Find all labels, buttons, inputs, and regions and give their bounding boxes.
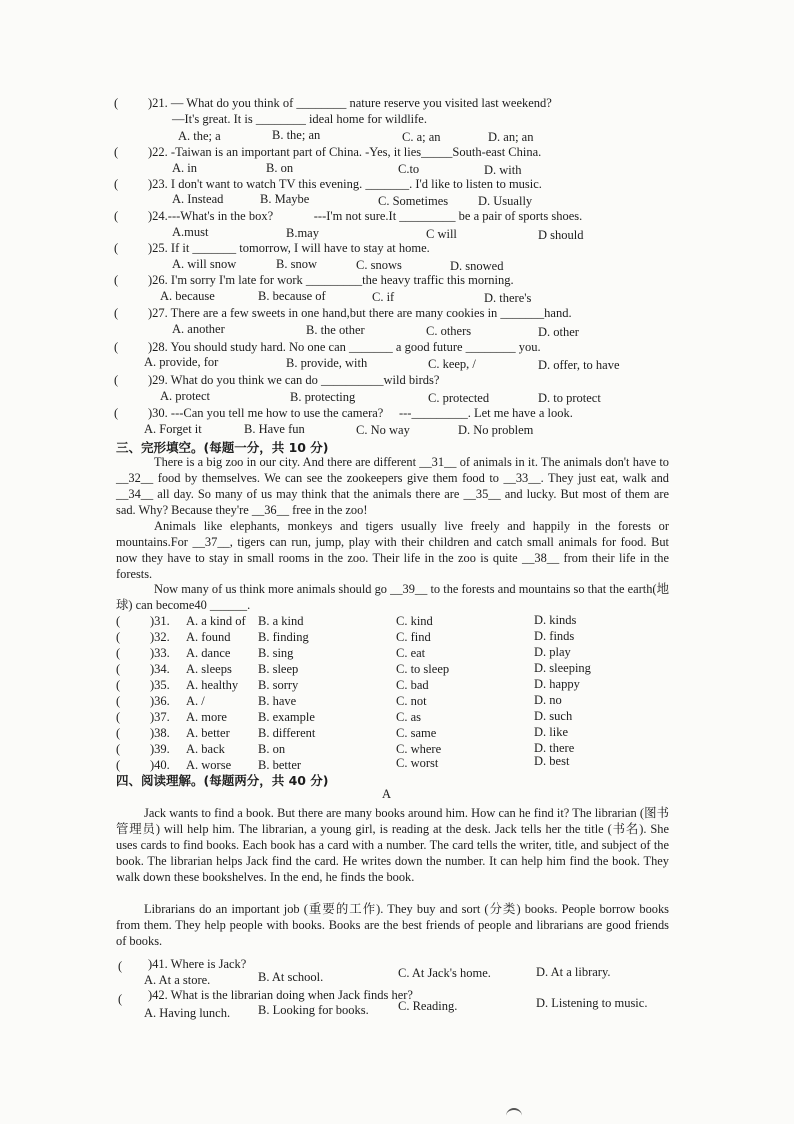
option-b: B. sing [258,646,294,660]
answer-paren: ( [114,406,119,420]
question-25: )25. If it _______ tomorrow, I will have to stay at home. [148,241,430,255]
option-c: C. same [396,726,437,740]
item-number: )33. [150,646,170,660]
option-a: A. / [186,694,205,708]
item-number: )34. [150,662,170,676]
option-a: A. At a store. [144,973,211,987]
item-number: )35. [150,678,170,692]
answer-paren: ( [118,959,123,973]
cloze-paragraph-1: There is a big zoo in our city. And there are different __31__ of animals in it. The animals don't have to __32__ food by themselves. We can see the zookeepers give them food to __33__. They just eat, walk and __34__ all day. So many of us may think that the animals there are __35__ and lucky. But most of them are sad. Why? Because they're __36__ free in the zoo! [116,455,669,517]
question-42: )42. What is the librarian doing when Jack finds her? [148,988,413,1002]
option-c: C. kind [396,614,433,628]
option-d: D. No problem [458,423,534,437]
option-d: D should [538,228,584,242]
option-b: B. At school. [258,970,324,984]
option-d: D. an; an [488,130,534,144]
answer-paren: ( [114,340,119,354]
answer-paren: ( [116,726,121,740]
answer-paren: ( [114,177,119,191]
option-d: D. with [484,163,522,177]
answer-paren: ( [116,678,121,692]
option-b: B. provide, with [286,356,368,370]
option-c: C. protected [428,391,490,405]
option-d: D. Listening to music. [536,996,648,1010]
reading-paragraph-2: Librarians do an important job (重要的工作). They buy and sort (分类) books. People borrow books from them. They help people with books. Books are the best friends of people and librarians are good friends of books. [116,902,669,948]
option-a: A. worse [186,758,232,772]
question-30: )30. ---Can you tell me how to use the camera? ---_________. Let me have a look. [148,406,573,420]
option-c: C. to sleep [396,662,450,676]
answer-paren: ( [116,710,121,724]
option-a: A. dance [186,646,231,660]
answer-paren: ( [116,630,121,644]
item-number: )31. [150,614,170,628]
option-c: C.to [398,162,420,176]
option-b: B. protecting [290,390,356,404]
item-number: )38. [150,726,170,740]
answer-paren: ( [114,241,119,255]
answer-paren: ( [116,694,121,708]
option-b: B.may [286,226,319,240]
option-a: A. better [186,726,230,740]
option-b: B. the other [306,323,365,337]
option-b: B. Maybe [260,192,310,206]
option-d: D. no [534,693,562,707]
option-b: B. because of [258,289,326,303]
option-d: D. there [534,741,575,755]
question-26: )26. I'm sorry I'm late for work _________the heavy traffic this morning. [148,273,514,287]
option-d: D. best [534,754,570,768]
option-d: D. to protect [538,391,601,405]
option-a: A.must [172,225,209,239]
answer-paren: ( [114,373,119,387]
option-b: B. sleep [258,662,299,676]
section-heading-reading: 四、阅读理解。(每题两分，共 40 分) [116,773,329,788]
option-b: B. Looking for books. [258,1003,369,1017]
option-d: D. offer, to have [538,358,620,372]
option-a: A. protect [160,389,210,403]
scan-mark [506,1108,522,1116]
option-b: B. example [258,710,315,724]
option-d: D. there's [484,291,532,305]
answer-paren: ( [114,145,119,159]
option-c: C. eat [396,646,426,660]
answer-paren: ( [116,662,121,676]
option-a: A. found [186,630,231,644]
option-c: C. No way [356,423,410,437]
option-d: D. like [534,725,569,739]
option-d: D. snowed [450,259,504,273]
item-number: )37. [150,710,170,724]
option-a: A. provide, for [144,355,219,369]
option-c: C. a; an [402,130,441,144]
option-c: C. others [426,324,472,338]
answer-paren: ( [118,992,123,1006]
answer-paren: ( [116,646,121,660]
option-a: A. back [186,742,225,756]
question-21-reply: —It's great. It is ________ ideal home for wildlife. [172,112,427,126]
reading-paragraph-1: Jack wants to find a book. But there are many books around him. How can he find it? The librarian (图书管理员) will help him. The librarian, a young girl, is reading at the desk. Jack tells her the title (书名). She uses cards to find books. Each book has a card with a number. The card tells the writer, title, and subject of the book. The librarian helps Jack find the card. He writes down the number. It can help him find the book. They walk down these bookshelves. In the end, he finds the book. [116,806,669,884]
answer-paren: ( [114,273,119,287]
option-c: C. as [396,710,421,724]
question-21: )21. — What do you think of ________ nature reserve you visited last weekend? [148,96,552,110]
option-b: B. a kind [258,614,304,628]
option-d: D. play [534,645,571,659]
option-b: B. have [258,694,297,708]
option-a: A. in [172,161,197,175]
option-c: C. snows [356,258,402,272]
question-27: )27. There are a few sweets in one hand,but there are many cookies in _______hand. [148,306,572,320]
option-d: D. finds [534,629,575,643]
option-b: B. snow [276,257,317,271]
option-c: C will [426,227,457,241]
option-a: A. sleeps [186,662,232,676]
option-a: A. a kind of [186,614,246,628]
option-b: B. the; an [272,128,321,142]
cloze-paragraph-2: Animals like elephants, monkeys and tigers usually live freely and happily in the forests or mountains.For __37__, tigers can run, jump, play with their children and catch small animals for food. But now they have to stay in small rooms in the zoo. Their life in the zoo is quite __38__ from their life in the forests. [116,519,669,581]
question-22: )22. -Taiwan is an important part of China. -Yes, it lies_____South-east China. [148,145,542,159]
answer-paren: ( [116,758,121,772]
option-b: B. better [258,758,302,772]
option-d: D. happy [534,677,580,691]
option-a: A. Instead [172,192,224,206]
item-number: )40. [150,758,170,772]
answer-paren: ( [114,306,119,320]
question-23: )23. I don't want to watch TV this evening. _______. I'd like to listen to music. [148,177,542,191]
option-a: A. Forget it [144,422,202,436]
option-c: C. Reading. [398,999,458,1013]
option-c: C. where [396,742,442,756]
passage-label: A [382,787,392,801]
option-a: A. Having lunch. [144,1006,231,1020]
option-d: D. sleeping [534,661,591,675]
option-b: B. finding [258,630,309,644]
option-c: C. not [396,694,427,708]
option-a: A. another [172,322,225,336]
answer-paren: ( [114,209,119,223]
option-b: B. on [258,742,286,756]
option-c: C. keep, / [428,357,476,371]
option-c: C. find [396,630,431,644]
option-a: A. the; a [178,129,221,143]
question-29: )29. What do you think we can do __________wild birds? [148,373,440,387]
option-c: C. Sometimes [378,194,449,208]
option-b: B. Have fun [244,422,305,436]
item-number: )39. [150,742,170,756]
option-b: B. different [258,726,316,740]
option-c: C. At Jack's home. [398,966,491,980]
option-c: C. worst [396,756,439,770]
answer-paren: ( [116,742,121,756]
option-c: C. bad [396,678,429,692]
item-number: )36. [150,694,170,708]
option-a: A. will snow [172,257,237,271]
item-number: )32. [150,630,170,644]
question-24: )24.---What's in the box? ---I'm not sure.It _________ be a pair of sports shoes. [148,209,583,223]
question-28: )28. You should study hard. No one can _______ a good future ________ you. [148,340,541,354]
option-d: D. Usually [478,194,533,208]
option-a: A. more [186,710,227,724]
option-a: A. healthy [186,678,239,692]
option-d: D. other [538,325,579,339]
option-a: A. because [160,289,215,303]
cloze-paragraph-3: Now many of us think more animals should go __39__ to the forests and mountains so that the earth(地球) can become40 ______. [116,582,669,612]
option-d: D. kinds [534,613,577,627]
option-d: D. At a library. [536,965,611,979]
option-d: D. such [534,709,573,723]
answer-paren: ( [114,96,119,110]
option-b: B. on [266,161,294,175]
section-heading-cloze: 三、完形填空。(每题一分，共 10 分) [116,440,329,455]
option-b: B. sorry [258,678,299,692]
answer-paren: ( [116,614,121,628]
option-c: C. if [372,290,395,304]
question-41: )41. Where is Jack? [148,957,247,971]
